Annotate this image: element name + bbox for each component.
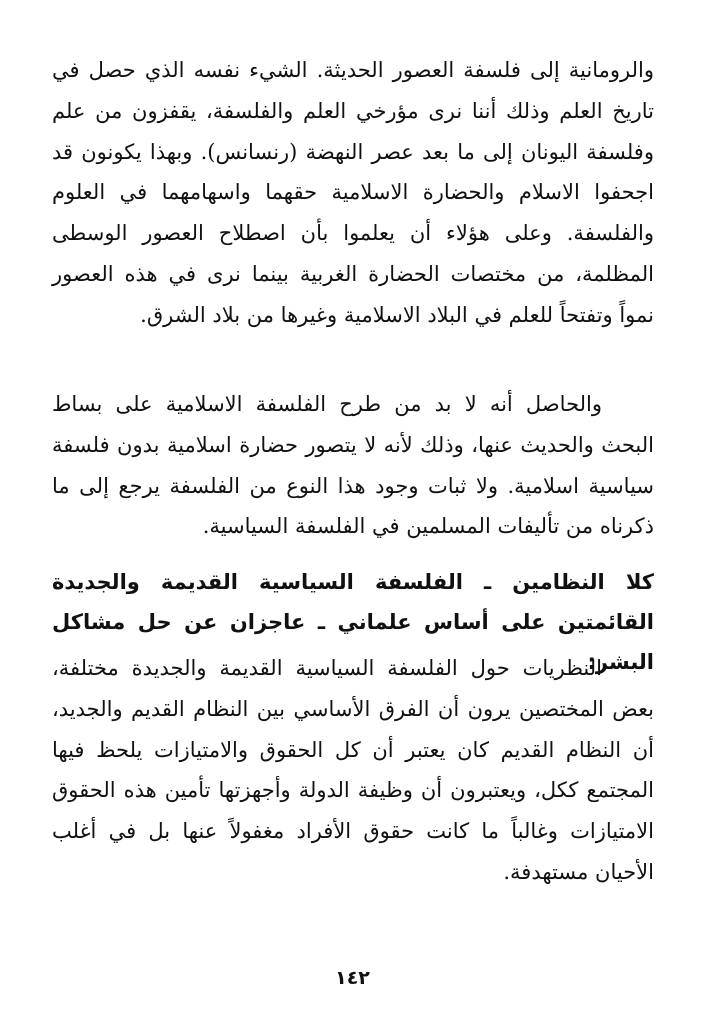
paragraph-2: والحاصل أنه لا بد من طرح الفلسفة الاسلامية على بساط البحث والحديث عنها، وذلك لأنه لا يتصور حضارة اسلامية بدون فلسفة سياسية اسلامية. ولا ثبات وجود هذا النوع من الفلسفة يرجع إلى ما ذكرناه من تأليفات المسلمين في الفلسفة السياسية. <box>52 392 654 539</box>
page-body <box>52 50 654 893</box>
paragraph-3: النظريات حول الفلسفة السياسية القديمة والجديدة مختلفة، بعض المختصين يرون أن الفرق الأساسي بين النظام القديم والجديد، أن النظام القديم كان يعتبر أن كل الحقوق والامتيازات يلحظ فيها المجتمع ككل، ويعتبرون أن وظيفة الدولة وأجهزتها تأمين هذه الحقوق الامتيازات وغالباً ما كانت حقوق الأفراد مغفولاً عنها بل في أغلب الأحيان مستهدفة. <box>52 656 654 884</box>
paragraph-1: والرومانية إلى فلسفة العصور الحديثة. الشيء نفسه الذي حصل في تاريخ العلم وذلك أننا نرى مؤرخي العلم والفلسفة، يقفزون من علم وفلسفة اليونان إلى ما بعد عصر النهضة (رنسانس). وبهذا يكونون قد اجحفوا الاسلام والحضارة الاسلامية حقهما واسهامهما في العلوم والفلسفة. وعلى هؤلاء أن يعلموا بأن اصطلاح العصور الوسطى المظلمة، من مختصات الحضارة الغربية بينما نرى في هذه العصور نمواً وتفتحاً للعلم في البلاد الاسلامية وغيرها من بلاد الشرق. <box>52 58 654 327</box>
page-number: ١٤٢ <box>335 967 370 989</box>
section-heading: كلا النظامين ـ الفلسفة السياسية القديمة والجديدة القائمتين على أساس علماني ـ عاجزان عن حل مشاكل البشر: <box>52 570 654 674</box>
